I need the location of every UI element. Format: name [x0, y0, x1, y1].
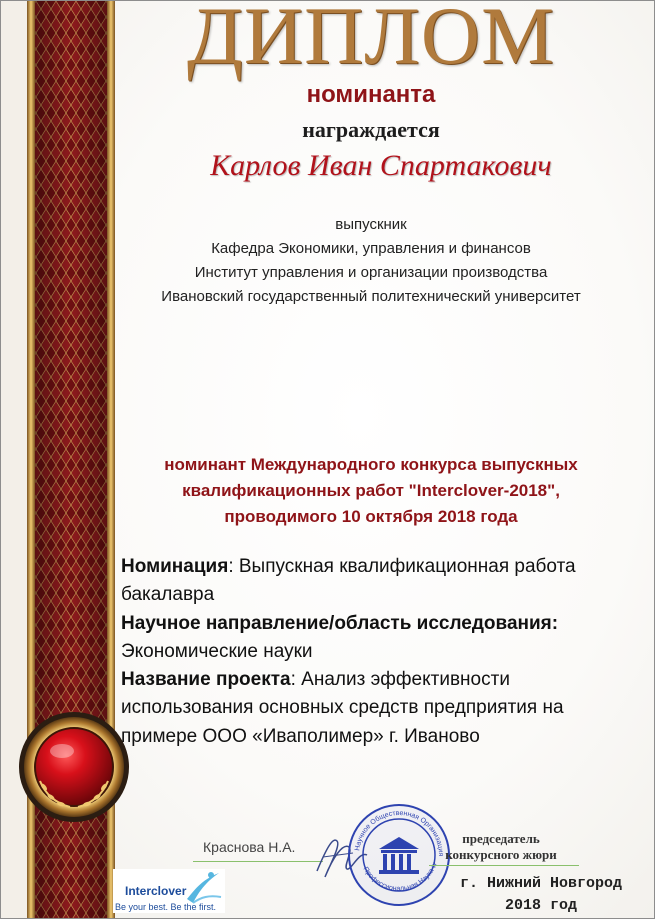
contest-line: проводимого 10 октября 2018 года [224, 507, 518, 526]
city-text: г. Нижний Новгород [459, 875, 623, 892]
contest-line: номинант Международного конкурса выпускных [164, 455, 578, 474]
year-text: 2018 год [504, 897, 577, 914]
chair-title [431, 831, 571, 863]
project-row [121, 666, 631, 751]
contest-line: квалификационных работ "Interclover-2018", [182, 481, 560, 500]
signer-name: Краснова Н.А. [203, 839, 296, 855]
awarded-text: награждается [302, 117, 440, 142]
diploma-title: ДИПЛОМ [186, 0, 556, 81]
signature-line [193, 861, 323, 862]
affiliation-line: выпускник [335, 216, 407, 233]
field-value: Экономические науки [121, 640, 313, 662]
logo-word: Interclover [125, 884, 187, 898]
place-date [431, 873, 651, 917]
interclover-logo [113, 869, 225, 913]
field-label: Научное направление/область исследования: [121, 612, 559, 634]
nomination-label: Номинация [121, 556, 229, 577]
affiliation-line: Ивановский государственный политехнический университет [161, 288, 581, 305]
project-value: : Анализ эффективности использования основных средств предприятия на примере ООО «Иваполимер» г. Иваново [121, 669, 564, 747]
affiliation-block [121, 213, 621, 309]
nomination-row [121, 553, 631, 610]
chair-line-2: конкурсного жюри [445, 847, 557, 862]
chair-line-1: председатель [462, 831, 540, 846]
chair-signature-line [429, 865, 579, 866]
medal-icon [18, 711, 130, 823]
affiliation-line: Кафедра Экономики, управления и финансов [211, 240, 531, 257]
project-label: Название проекта [121, 669, 291, 691]
logo-tagline: Be your best. Be the first. [115, 902, 217, 912]
nomination-value: : Выпускная квалификационная работа бакалавра [121, 556, 576, 606]
seal-text-top: Научное Общественная Организация [354, 809, 445, 857]
affiliation-line: Институт управления и организации производства [194, 264, 548, 281]
seal-text-bottom: Профессиональная Наука [361, 866, 436, 893]
contest-block [121, 452, 621, 530]
details-block [121, 553, 631, 751]
diploma-subtitle: номинанта [306, 81, 436, 108]
recipient-name: Карлов Иван Спартакович [210, 149, 552, 182]
